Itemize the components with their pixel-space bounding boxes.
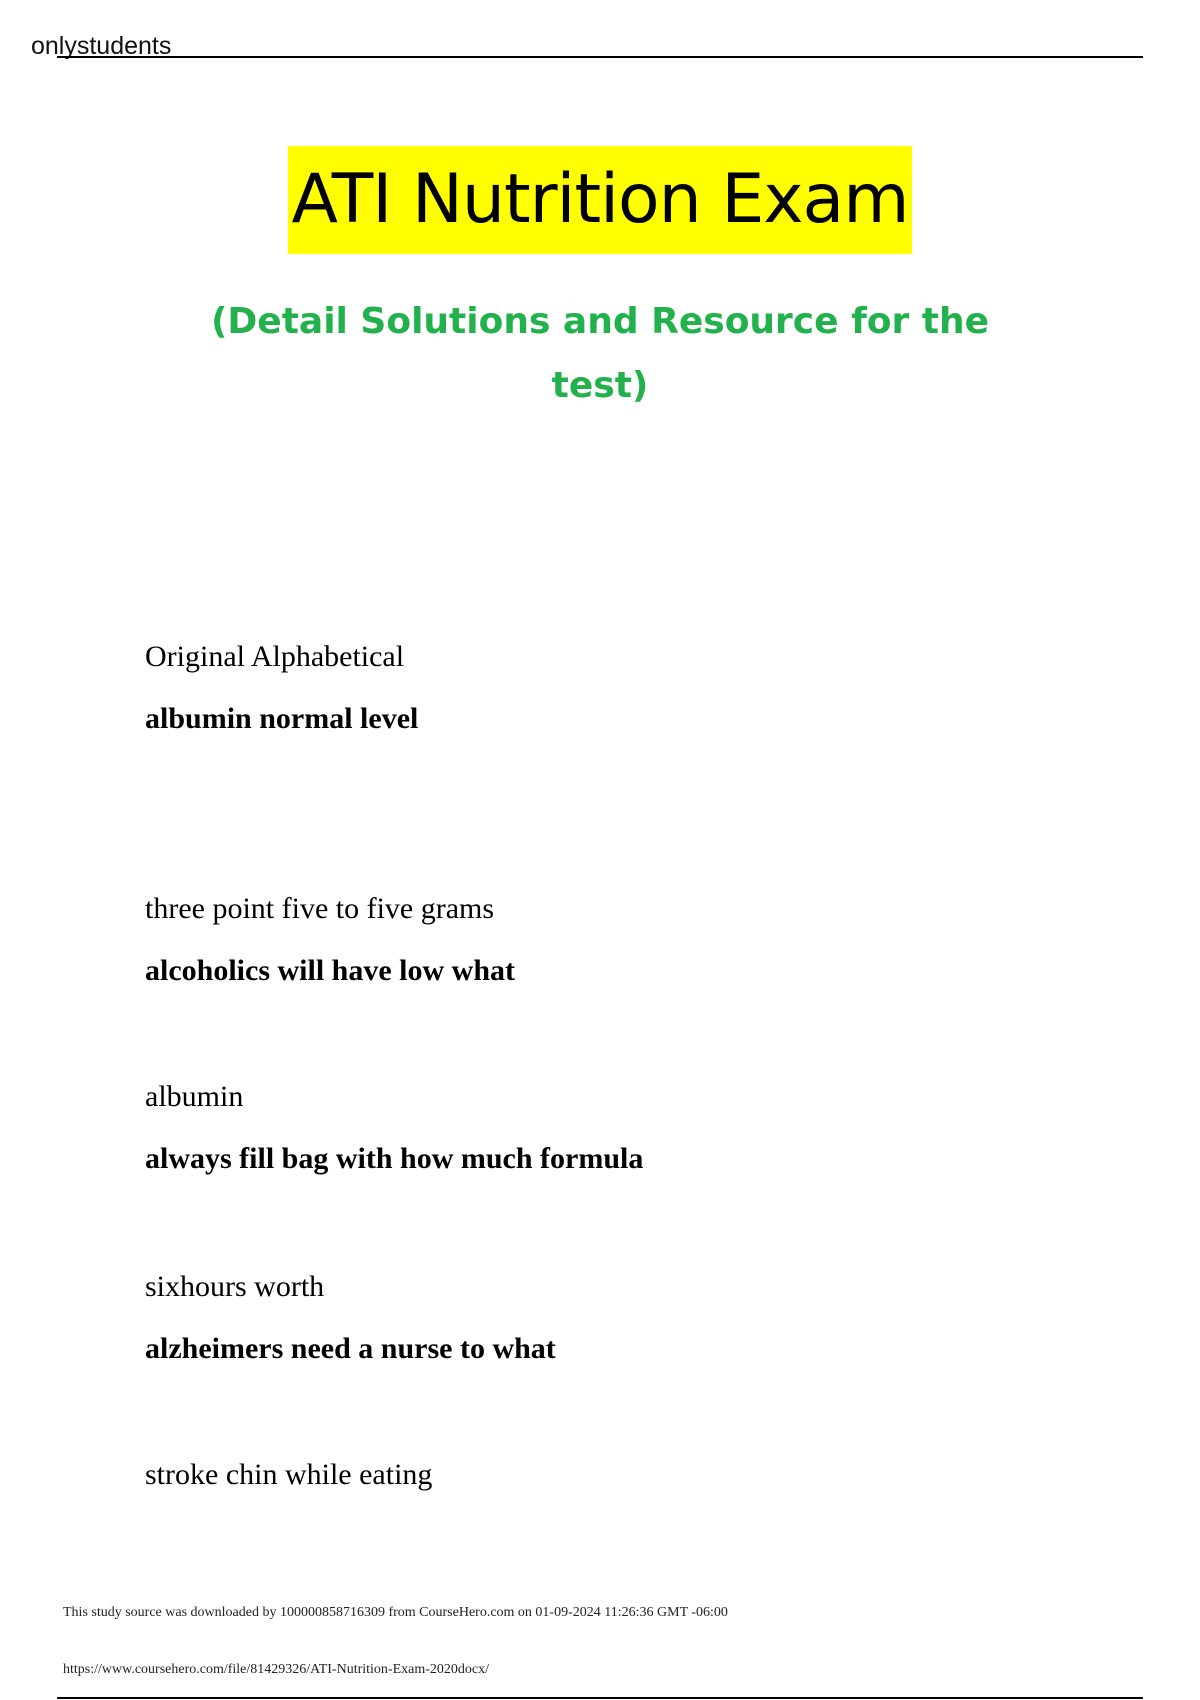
answer-text: sixhours worth xyxy=(145,1270,325,1303)
subtitle-line-1: (Detail Solutions and Resource for the xyxy=(210,301,990,342)
download-note: This study source was downloaded by 100000858716309 from CourseHero.com on 01-09-2024 11:26:36 GMT -06:00 xyxy=(63,1605,728,1620)
question-text: albumin normal level xyxy=(145,702,419,735)
site-name-header: onlystudents xyxy=(31,32,172,60)
answer-text: stroke chin while eating xyxy=(145,1458,433,1491)
question-text: alcoholics will have low what xyxy=(145,954,516,987)
title-container xyxy=(0,146,1200,254)
answer-text: three point five to five grams xyxy=(145,892,495,925)
document-title: ATI Nutrition Exam xyxy=(288,146,913,254)
question-text: always fill bag with how much formula xyxy=(145,1142,644,1175)
header-divider xyxy=(57,56,1143,58)
footer-divider xyxy=(57,1697,1143,1699)
answer-text: albumin xyxy=(145,1080,244,1113)
answer-text: Original Alphabetical xyxy=(145,640,405,673)
question-text: alzheimers need a nurse to what xyxy=(145,1332,556,1365)
source-url-link[interactable]: https://www.coursehero.com/file/81429326/ATI-Nutrition-Exam-2020docx/ xyxy=(63,1662,490,1677)
document-subtitle xyxy=(200,290,1000,418)
subtitle-line-2: test) xyxy=(551,365,649,406)
